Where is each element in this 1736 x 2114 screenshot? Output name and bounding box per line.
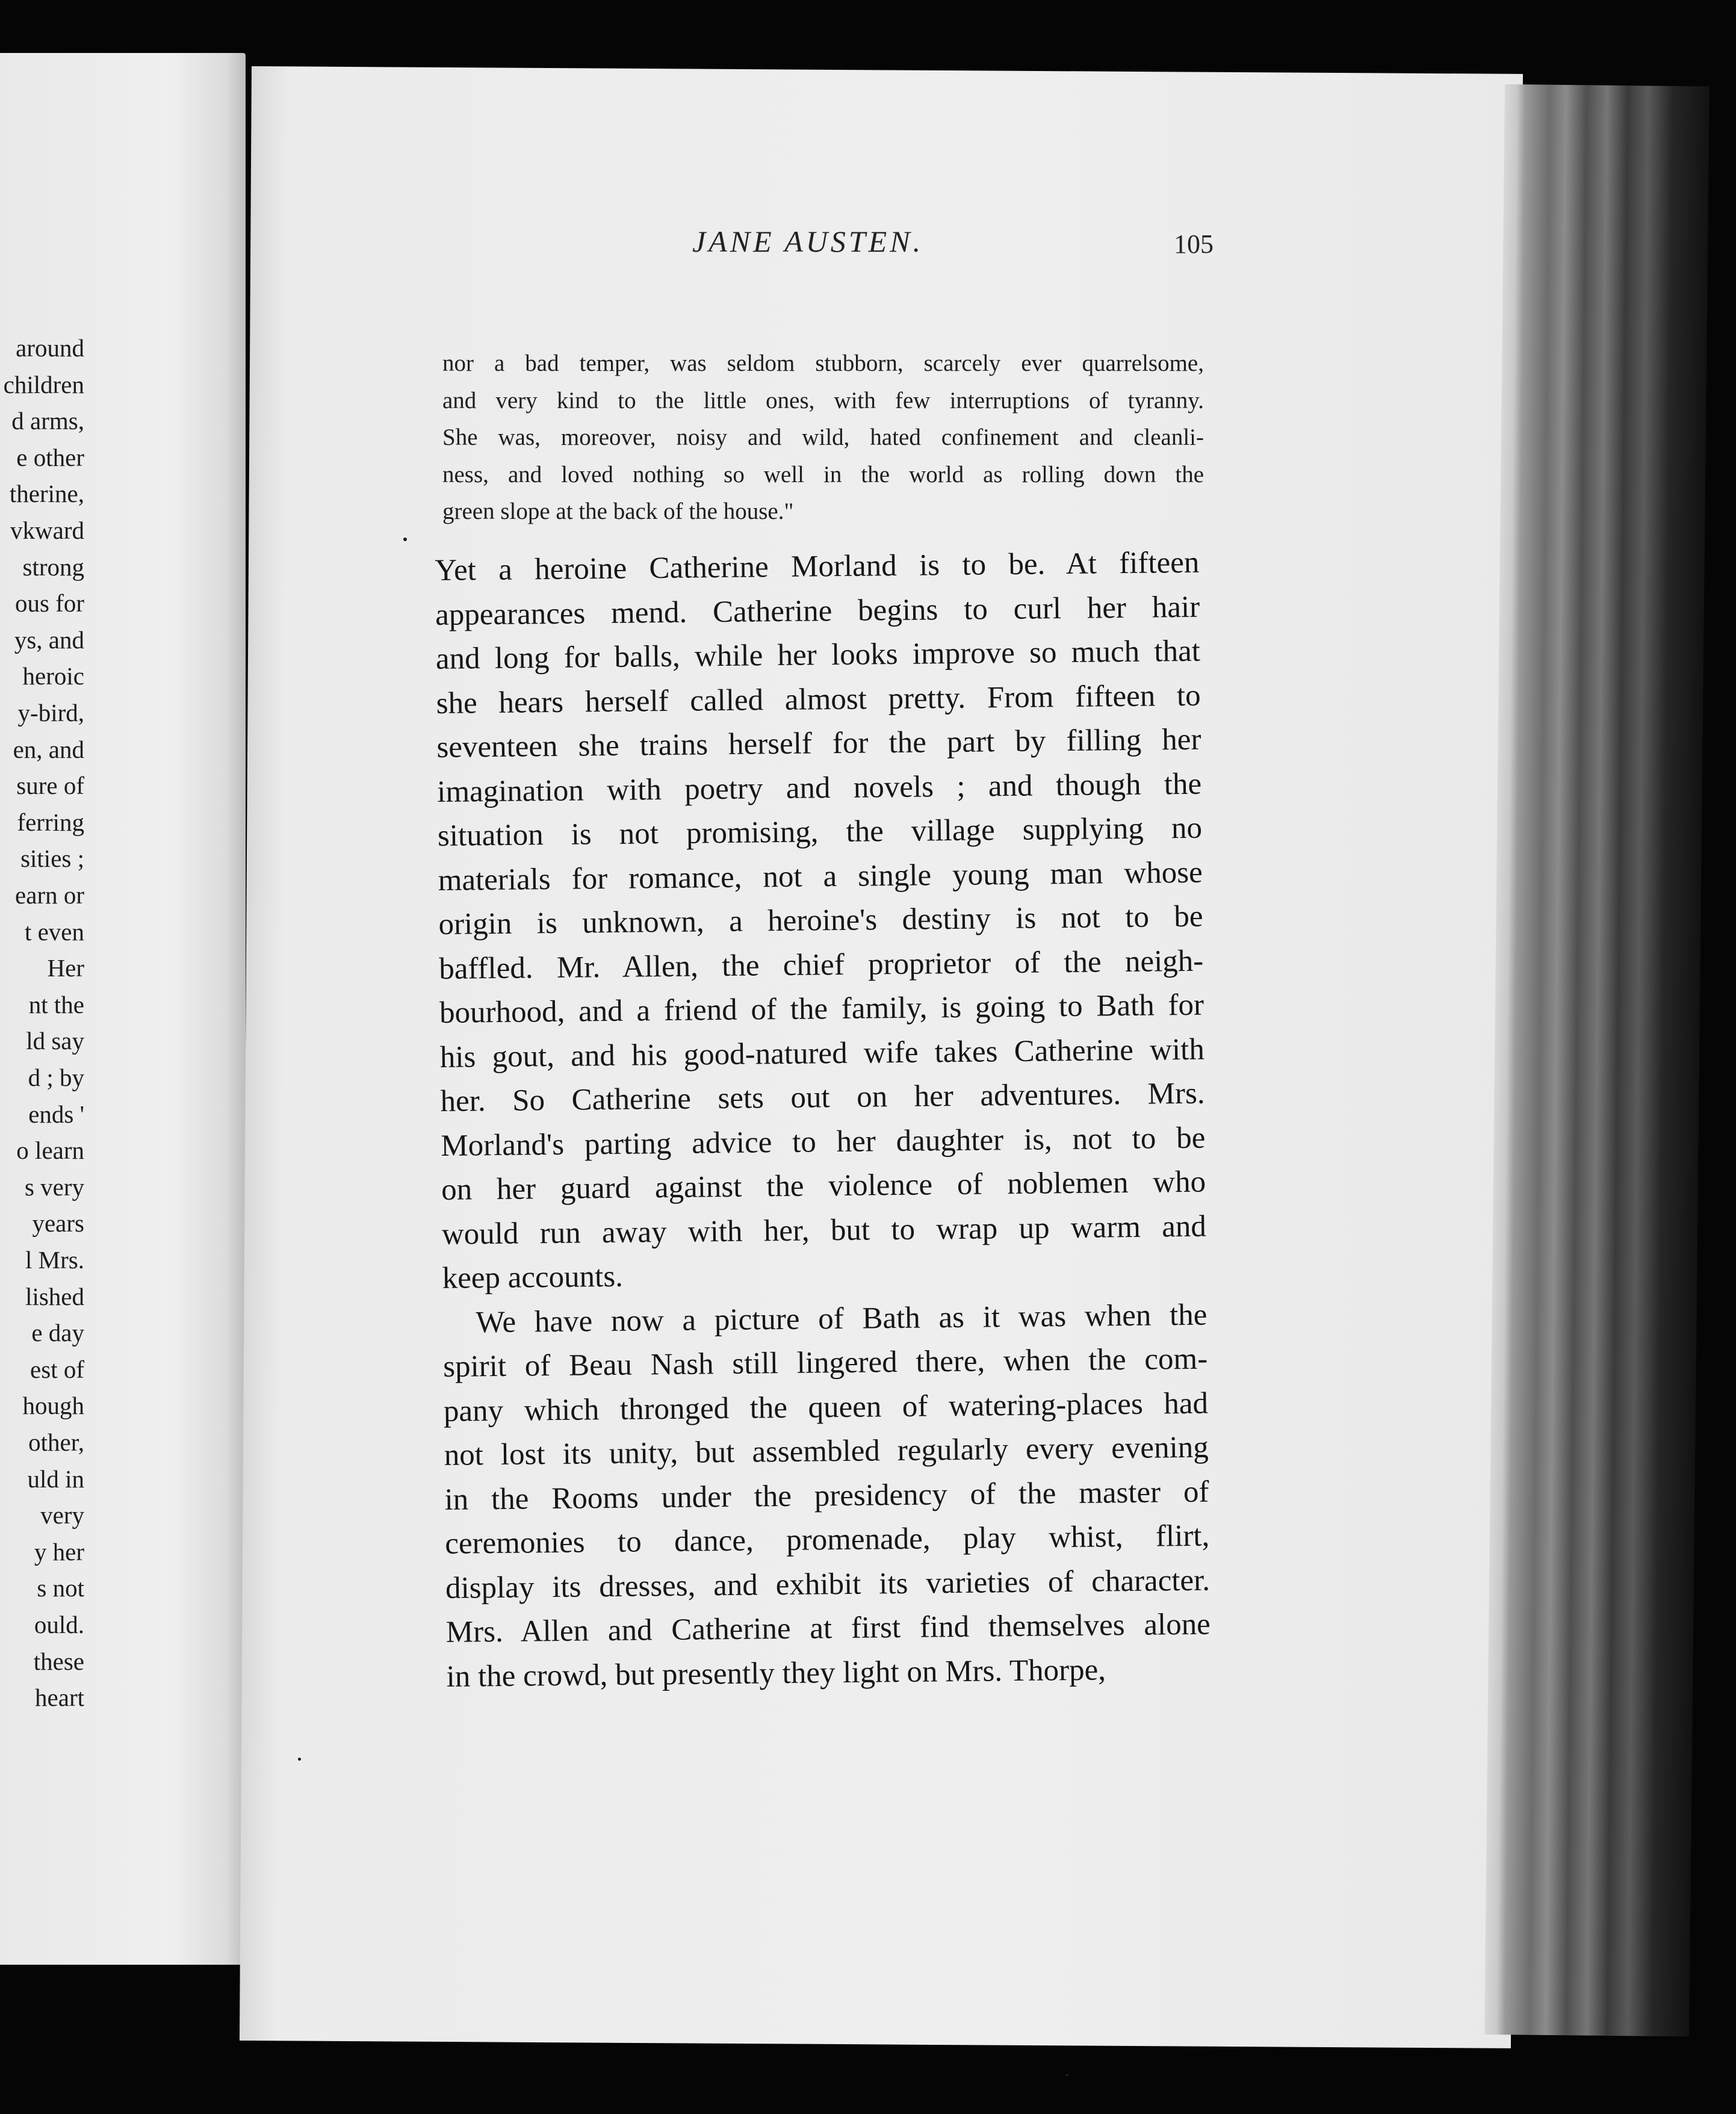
left-page-line: therine, bbox=[9, 480, 84, 508]
body-text bbox=[435, 541, 1211, 1699]
left-page-line: y-bird, bbox=[17, 699, 84, 727]
body-line: Mrs. Allen and Catherine at first find themselves alone bbox=[445, 1607, 1211, 1649]
body-line: on her guard against the violence of noblemen who bbox=[441, 1165, 1206, 1207]
left-page-line: hough bbox=[22, 1392, 84, 1420]
left-page-line: ould. bbox=[34, 1611, 84, 1638]
left-page-line: sities ; bbox=[20, 845, 84, 873]
body-line: Yet a heroine Catherine Morland is to be. At fifteen bbox=[435, 545, 1200, 587]
left-page-line: e day bbox=[31, 1319, 84, 1347]
body-line: We have now a picture of Bath as it was when the bbox=[476, 1298, 1207, 1339]
body-line: she hears herself called almost pretty. From fifteen to bbox=[436, 678, 1201, 721]
left-page-line: ends ' bbox=[28, 1100, 84, 1128]
body-line: in the Rooms under the presidency of the master of bbox=[444, 1475, 1209, 1517]
left-page-line: d ; by bbox=[28, 1064, 84, 1091]
left-page-line: o learn bbox=[16, 1136, 84, 1165]
body-line: materials for romance, not a single young man whose bbox=[438, 855, 1203, 897]
body-line: bourhood, and a friend of the family, is going to Bath for bbox=[439, 988, 1204, 1030]
left-page-line: ous for bbox=[14, 589, 84, 618]
quote-line: ness, and loved nothing so well in the world as rolling down the bbox=[442, 461, 1204, 488]
scan-speck bbox=[403, 538, 407, 541]
left-page-line: years bbox=[32, 1209, 84, 1238]
page-edge-stack bbox=[1484, 84, 1710, 2036]
left-page-line: t even bbox=[24, 917, 84, 946]
left-page-line: vkward bbox=[10, 516, 84, 544]
left-page-line: heroic bbox=[22, 662, 84, 690]
left-page-line: ferring bbox=[17, 808, 84, 836]
body-line: appearances mend. Catherine begins to curl her hair bbox=[435, 590, 1200, 632]
body-line: and long for balls, while her looks improve so much that bbox=[435, 634, 1201, 676]
left-page-line: ys, and bbox=[14, 625, 84, 654]
left-page-line: d arms, bbox=[11, 407, 84, 435]
body-line: her. So Catherine sets out on her adventures. Mrs. bbox=[440, 1076, 1205, 1118]
left-page-line: lished bbox=[25, 1282, 84, 1310]
left-page bbox=[0, 53, 246, 1965]
left-page-line: est of bbox=[30, 1355, 84, 1383]
body-line: baffled. Mr. Allen, the chief proprietor of the neigh- bbox=[439, 944, 1204, 986]
body-line: keep accounts. bbox=[442, 1259, 624, 1295]
left-page-line: very bbox=[40, 1501, 84, 1530]
left-page-line: children bbox=[3, 370, 84, 398]
body-line: Morland's parting advice to her daughter is, not to be bbox=[441, 1121, 1206, 1163]
left-page-line: ld say bbox=[26, 1027, 84, 1055]
left-page-line: other, bbox=[28, 1428, 84, 1456]
left-page-line: s not bbox=[37, 1574, 84, 1602]
body-line: imagination with poetry and novels ; and though the bbox=[436, 767, 1202, 809]
body-line: situation is not promising, the village supplying no bbox=[437, 811, 1203, 853]
left-page-line: y her bbox=[34, 1537, 84, 1566]
body-line: display its dresses, and exhibit its varieties of character. bbox=[445, 1563, 1211, 1605]
left-page-line: earn or bbox=[15, 881, 84, 909]
body-line: in the crowd, but presently they light on Mrs. Thorpe, bbox=[446, 1652, 1106, 1694]
left-page-line: around bbox=[16, 334, 84, 362]
body-line: spirit of Beau Nash still lingered there, when the com- bbox=[442, 1342, 1208, 1384]
quote-line: She was, moreover, noisy and wild, hated confinement and cleanli- bbox=[442, 424, 1204, 450]
left-page-line: nt the bbox=[28, 990, 84, 1018]
quote-block bbox=[442, 345, 1204, 530]
scan-speck bbox=[1065, 2074, 1069, 2076]
quote-line: and very kind to the little ones, with few interruptions of tyranny. bbox=[442, 387, 1204, 414]
left-page-line: these bbox=[33, 1647, 84, 1675]
page-number: 105 bbox=[1174, 229, 1214, 259]
header-title: JANE AUSTEN. bbox=[692, 225, 924, 258]
paragraph-1 bbox=[435, 541, 1207, 1301]
body-line: ceremonies to dance, promenade, play whist, flirt, bbox=[445, 1519, 1210, 1561]
body-line: seventeen she trains herself for the part by filling her bbox=[436, 722, 1201, 764]
left-page-line: s very bbox=[24, 1173, 84, 1201]
left-page-line: sure of bbox=[16, 772, 84, 800]
left-page-line: l Mrs. bbox=[25, 1246, 84, 1274]
body-line: pany which thronged the queen of watering-places had bbox=[443, 1386, 1209, 1428]
quote-line: nor a bad temper, was seldom stubborn, scarcely ever quarrelsome, bbox=[442, 350, 1204, 376]
body-line: his gout, and his good-natured wife takes Catherine with bbox=[439, 1032, 1205, 1074]
paragraph-2 bbox=[442, 1293, 1211, 1699]
running-header bbox=[433, 224, 1214, 266]
left-page-line: uld in bbox=[27, 1465, 84, 1493]
left-page-line: strong bbox=[22, 553, 84, 581]
quote-line: green slope at the back of the house." bbox=[442, 498, 794, 524]
body-line: origin is unknown, a heroine's destiny is not to be bbox=[438, 899, 1203, 941]
body-line: would run away with her, but to wrap up warm and bbox=[441, 1209, 1207, 1251]
left-page-line: heart bbox=[35, 1684, 84, 1712]
left-page-line: e other bbox=[16, 443, 84, 471]
left-page-line: en, and bbox=[13, 735, 84, 763]
scan-speck bbox=[298, 1758, 301, 1761]
body-line: not lost its unity, but assembled regularly every evening bbox=[444, 1430, 1209, 1472]
left-page-line: Her bbox=[47, 954, 84, 982]
